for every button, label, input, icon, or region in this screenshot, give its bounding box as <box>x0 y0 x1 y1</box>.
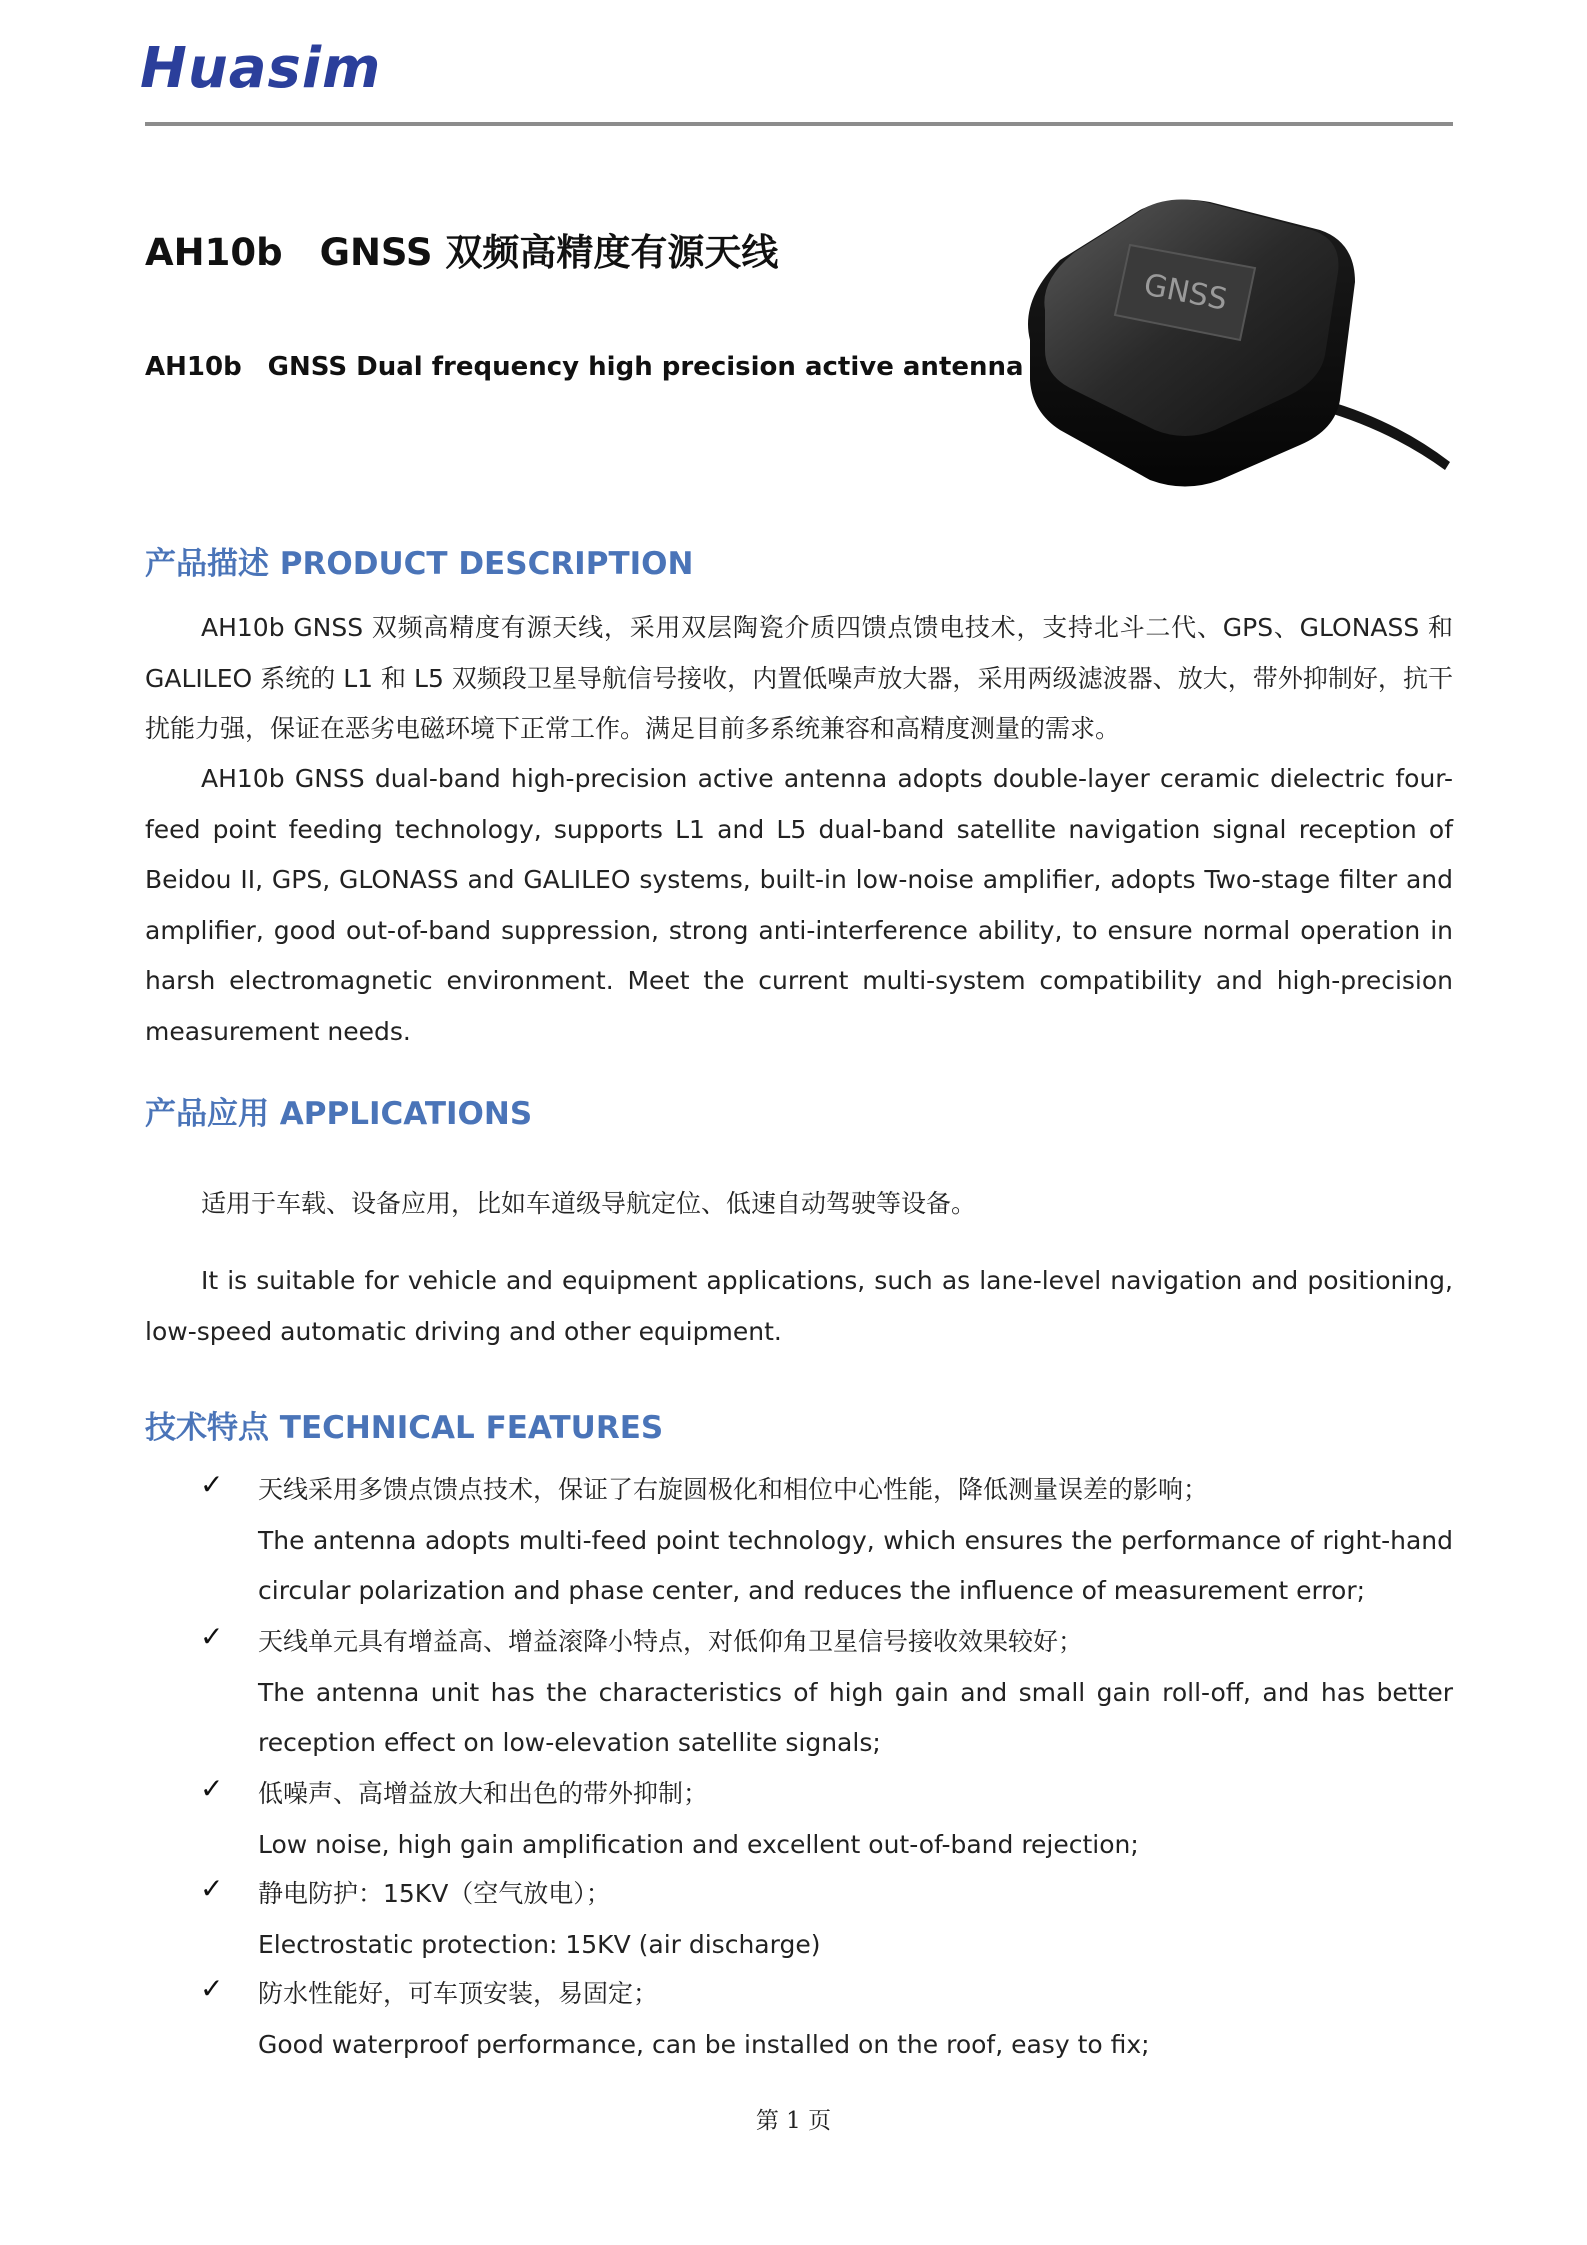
description-paragraph-cn: AH10b GNSS 双频高精度有源天线，采用双层陶瓷介质四馈点馈电技术，支持北斗二代、GPS、GLONASS 和 GALILEO 系统的 L1 和 L5 双频段卫星导航信号接收，内置低噪声放大器，采用两级滤波器、放大，带外抑制好，抗干扰能力强，保证在恶劣电磁环境下正常工作。满足目前多系统兼容和高精度测量的需求。 <box>145 613 1453 743</box>
feature-text-cn: 防水性能好，可车顶安装，易固定； <box>258 1979 659 2008</box>
check-icon: ✓ <box>200 1468 224 1501</box>
feature-text-en: Good waterproof performance, can be installed on the roof, easy to fix; <box>258 2029 1150 2059</box>
feature-item <box>258 1465 1453 1617</box>
page-number: 第 1 页 <box>755 2108 832 2134</box>
check-icon: ✓ <box>200 1872 224 1905</box>
feature-text-cn: 天线单元具有增益高、增益滚降小特点，对低仰角卫星信号接收效果较好； <box>258 1627 1084 1656</box>
section-heading-description: 产品描述 PRODUCT DESCRIPTION <box>145 546 694 582</box>
feature-item <box>258 1617 1453 1769</box>
check-icon: ✓ <box>200 1620 224 1653</box>
feature-text-en: Low noise, high gain amplification and excellent out-of-band rejection; <box>258 1829 1139 1859</box>
feature-text-cn: 低噪声、高增益放大和出色的带外抑制； <box>258 1779 709 1808</box>
feature-text-cn: 静电防护：15KV（空气放电）； <box>258 1879 611 1908</box>
svg-text:GNSS: GNSS <box>1141 267 1230 318</box>
applications-paragraph-en: It is suitable for vehicle and equipment applications, such as lane-level navigation and positioning, low-speed automatic driving and other equipment. <box>145 1266 1453 1346</box>
feature-text-en: The antenna adopts multi-feed point technology, which ensures the performance of right-hand circular polarization and phase center, and reduces the influence of measurement error; <box>258 1525 1453 1605</box>
applications-paragraph-cn: 适用于车载、设备应用，比如车道级导航定位、低速自动驾驶等设备。 <box>201 1189 977 1218</box>
company-logo: Huasim <box>140 36 382 101</box>
section-heading-features: 技术特点 TECHNICAL FEATURES <box>145 1410 664 1446</box>
feature-item <box>258 1869 1453 1970</box>
feature-text-en: The antenna unit has the characteristics of high gain and small gain roll-off, and has better reception effect on low-elevation satellite signals; <box>258 1677 1453 1757</box>
feature-text-en: Electrostatic protection: 15KV (air discharge) <box>258 1929 821 1959</box>
product-title-cn: AH10b GNSS 双频高精度有源天线 <box>145 231 779 274</box>
feature-item <box>258 1769 1453 1870</box>
section-heading-applications: 产品应用 APPLICATIONS <box>145 1096 533 1132</box>
header-divider <box>145 122 1453 126</box>
check-icon: ✓ <box>200 1772 224 1805</box>
feature-item <box>258 1969 1453 2070</box>
check-icon: ✓ <box>200 1972 224 2005</box>
feature-text-cn: 天线采用多馈点馈点技术，保证了右旋圆极化和相位中心性能，降低测量误差的影响； <box>258 1475 1209 1504</box>
antenna-product-image <box>1020 190 1460 500</box>
description-paragraph-en: AH10b GNSS dual-band high-precision active antenna adopts double-layer ceramic dielectric four-feed point feeding technology, supports L1 and L5 dual-band satellite navigation signal reception of Beidou II, GPS, GLONASS and GALILEO systems, built-in low-noise amplifier, adopts Two-stage filter and amplifier, good out-of-band suppression, strong anti-interference ability, to ensure normal operation in harsh electromagnetic environment. Meet the current multi-system compatibility and high-precision measurement needs. <box>145 764 1453 1046</box>
product-title-en: AH10b GNSS Dual frequency high precision active antenna <box>145 352 1024 382</box>
